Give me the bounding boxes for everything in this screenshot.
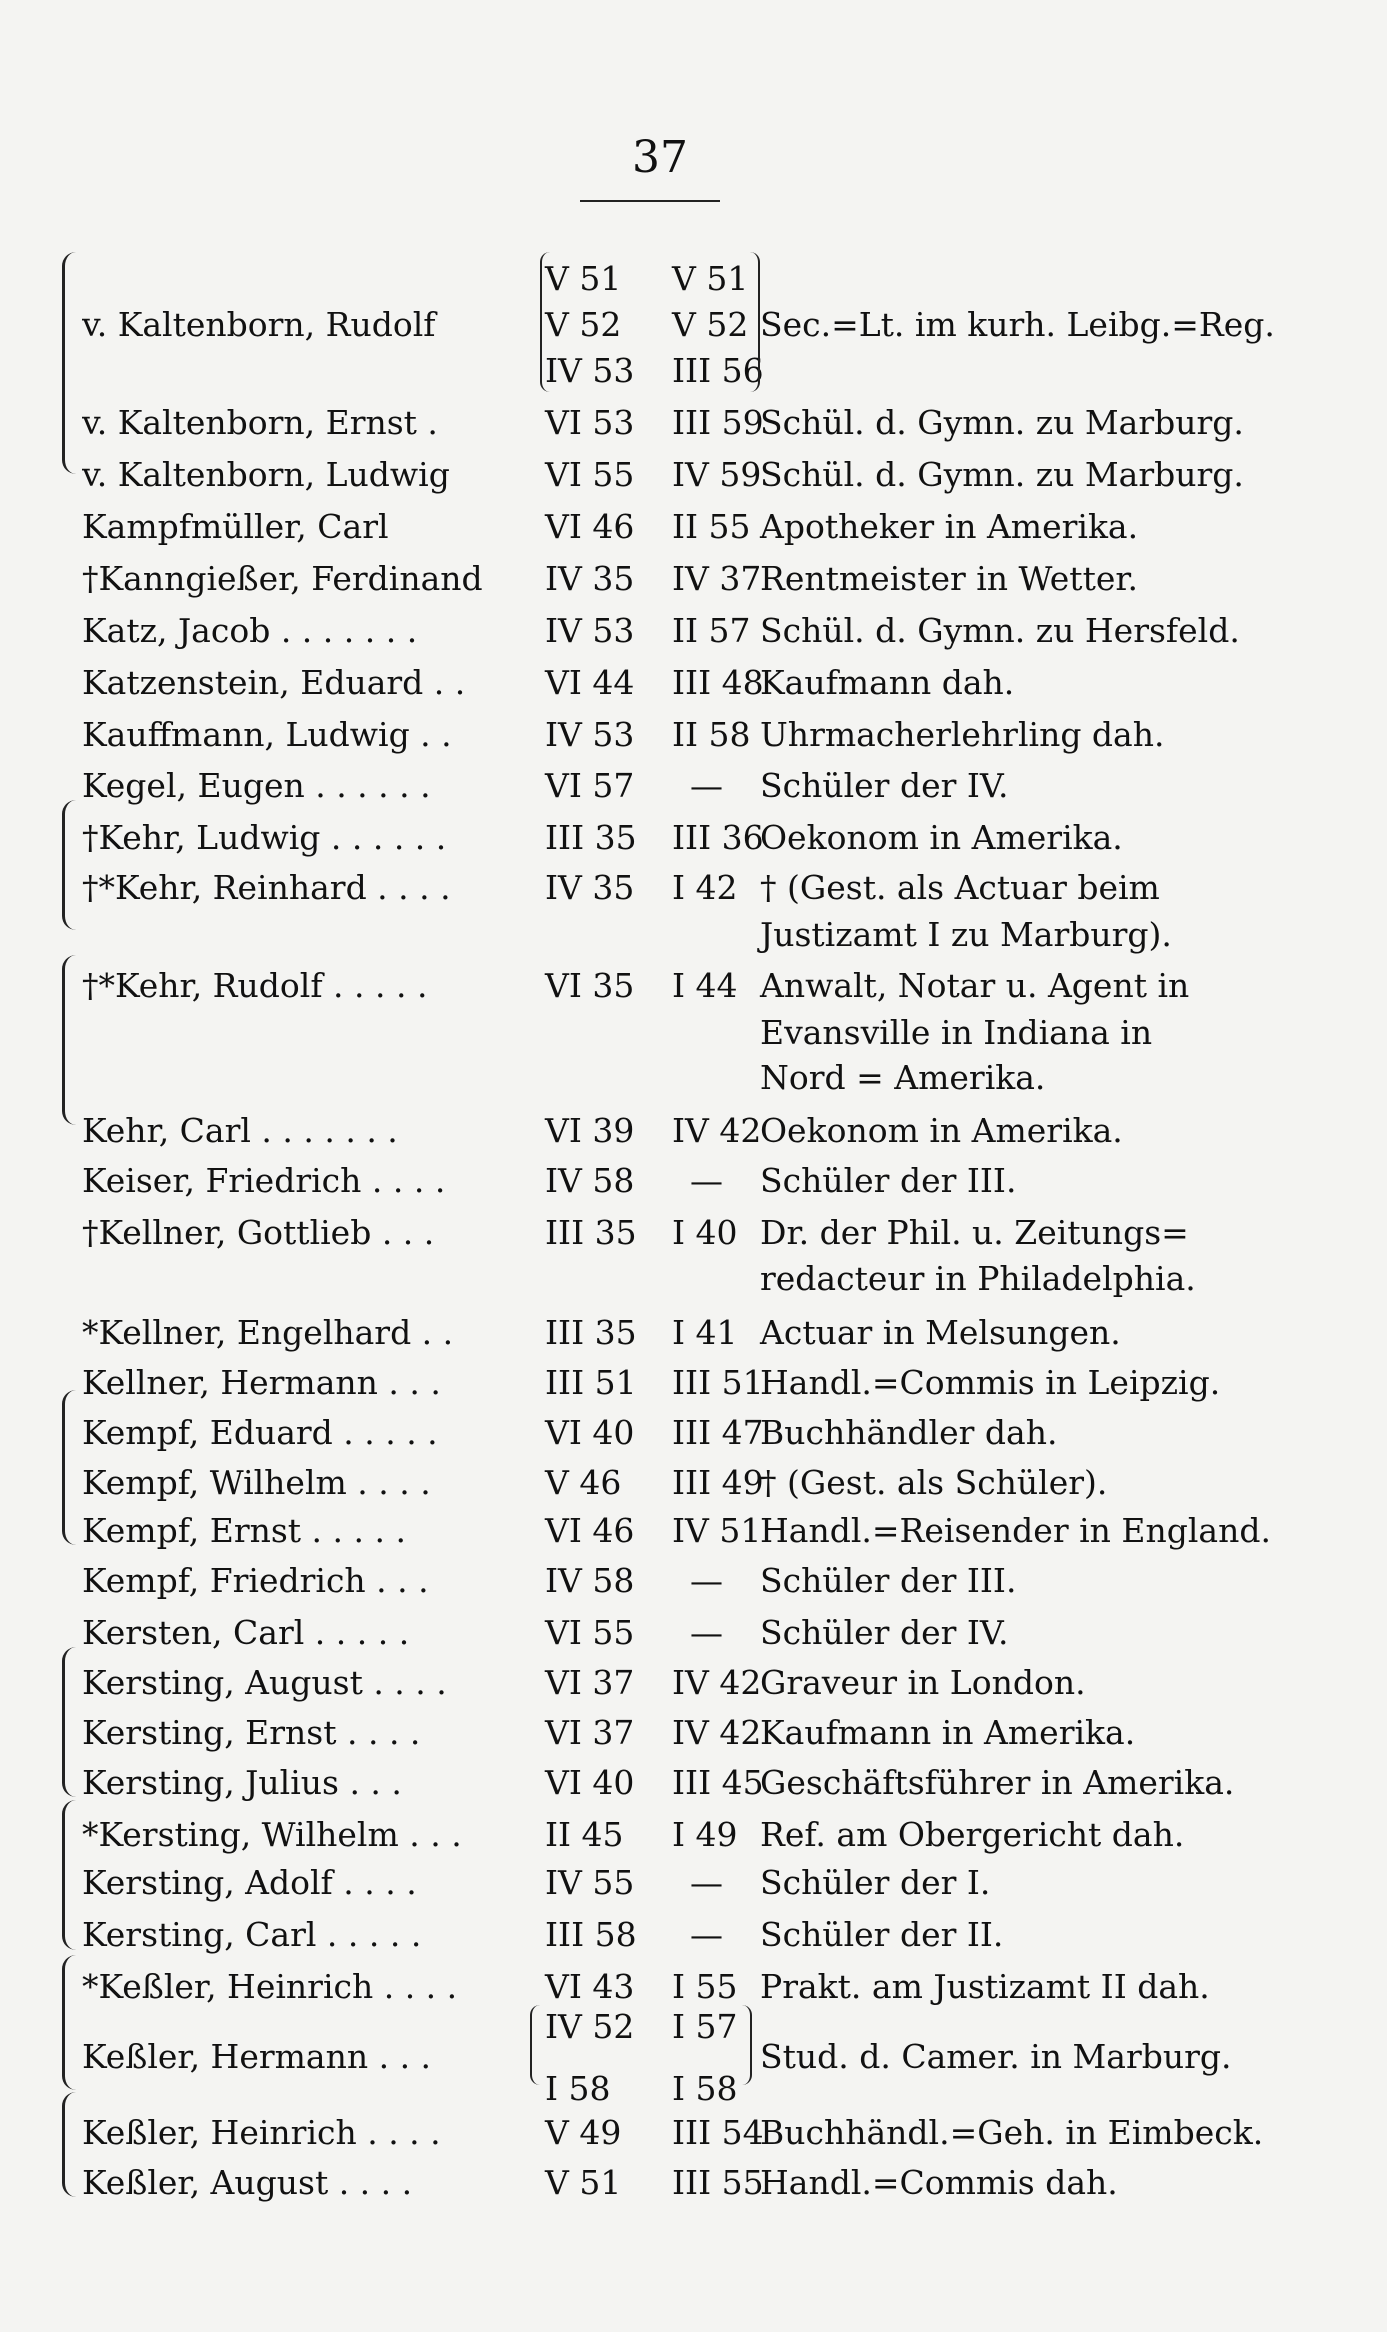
entry-grade: IV 35 [545, 868, 635, 907]
student-name: Katz, Jacob . . . . . . . [82, 611, 418, 650]
status-note: Kaufmann in Amerika. [760, 1713, 1136, 1752]
student-name: *Keßler, Heinrich . . . . [82, 1967, 458, 2006]
exit-grade: IV 42 [672, 1713, 762, 1752]
register-row [0, 1508, 1387, 1554]
register-row [0, 1256, 1387, 1302]
family-bracket [62, 800, 79, 930]
status-note: Geschäftsführer in Amerika. [760, 1763, 1235, 1802]
status-note: Anwalt, Notar u. Agent in [760, 966, 1190, 1005]
status-note: Buchhändl.=Geh. in Eimbeck. [760, 2113, 1264, 2152]
exit-grade: — [690, 1561, 723, 1600]
student-name: †*Kehr, Reinhard . . . . [82, 868, 451, 907]
entry-grade: IV 58 [545, 1161, 635, 1200]
register-row [0, 1760, 1387, 1806]
status-note: Rentmeister in Wetter. [760, 559, 1139, 598]
register-row [0, 865, 1387, 911]
register-row [0, 2066, 1387, 2112]
exit-grade: — [690, 766, 723, 805]
entry-grade: VI 37 [545, 1713, 635, 1752]
entry-grade: III 35 [545, 1213, 637, 1252]
exit-grade: — [690, 1863, 723, 1902]
status-note: Prakt. am Justizamt II dah. [760, 1967, 1210, 2006]
student-name: Keiser, Friedrich . . . . [82, 1161, 446, 1200]
status-note: Schül. d. Gymn. zu Marburg. [760, 403, 1244, 442]
register-row [0, 1460, 1387, 1506]
register-row [0, 815, 1387, 861]
status-note: Schüler der I. [760, 1863, 991, 1902]
register-row [0, 1558, 1387, 1604]
exit-grade: I 58 [672, 2069, 738, 2108]
register-row [0, 556, 1387, 602]
exit-grade: I 41 [672, 1313, 738, 1352]
student-name: Kempf, Ernst . . . . . [82, 1511, 406, 1550]
status-note: Handl.=Reisender in England. [760, 1511, 1271, 1550]
status-note: Dr. der Phil. u. Zeitungs= [760, 1213, 1189, 1252]
entry-grade: VI 35 [545, 966, 635, 1005]
status-note: Kaufmann dah. [760, 663, 1015, 702]
entry-grade: IV 53 [545, 611, 635, 650]
register-row [0, 1610, 1387, 1656]
student-name: †Kanngießer, Ferdinand [82, 559, 483, 598]
status-note: † (Gest. als Schüler). [760, 1463, 1108, 1502]
register-row [0, 400, 1387, 446]
student-name: Kersting, August . . . . [82, 1663, 447, 1702]
exit-grade: I 40 [672, 1213, 738, 1252]
entry-grade: VI 40 [545, 1413, 635, 1452]
exit-grade: I 42 [672, 868, 738, 907]
student-name: Keßler, Heinrich . . . . [82, 2113, 441, 2152]
student-name: Kersting, Adolf . . . . [82, 1863, 417, 1902]
exit-grade: III 36 [672, 818, 764, 857]
student-name: v. Kaltenborn, Ludwig [82, 455, 450, 494]
entry-grade: VI 46 [545, 507, 635, 546]
status-note: Handl.=Commis in Leipzig. [760, 1363, 1221, 1402]
student-name: v. Kaltenborn, Ernst . [82, 403, 438, 442]
exit-grade: IV 37 [672, 559, 762, 598]
exit-grade: I 44 [672, 966, 738, 1005]
register-row [0, 1310, 1387, 1356]
entry-grade: IV 58 [545, 1561, 635, 1600]
status-note: Ref. am Obergericht dah. [760, 1815, 1185, 1854]
exit-grade: III 45 [672, 1763, 764, 1802]
student-name: Kegel, Eugen . . . . . . [82, 766, 431, 805]
grade-bracket [530, 2005, 542, 2085]
status-note: Schüler der II. [760, 1915, 1004, 1954]
entry-grade: IV 53 [545, 715, 635, 754]
register-row [0, 912, 1387, 958]
status-note: Oekonom in Amerika. [760, 1111, 1123, 1150]
student-name: †Kehr, Ludwig . . . . . . [82, 818, 447, 857]
entry-grade: V 49 [545, 2113, 622, 2152]
register-row [0, 2110, 1387, 2156]
register-row [0, 1158, 1387, 1204]
student-name: Kersten, Carl . . . . . [82, 1613, 410, 1652]
status-note: Schüler der IV. [760, 1613, 1009, 1652]
register-row [0, 452, 1387, 498]
register-row [0, 1860, 1387, 1906]
register-row [0, 504, 1387, 550]
status-note: Schüler der III. [760, 1561, 1017, 1600]
entry-grade: VI 43 [545, 1967, 635, 2006]
family-bracket [62, 1390, 79, 1545]
register-row [0, 963, 1387, 1009]
exit-grade: — [690, 1915, 723, 1954]
register-row [0, 1812, 1387, 1858]
exit-grade: III 48 [672, 663, 764, 702]
status-note: Graveur in London. [760, 1663, 1086, 1702]
entry-grade: VI 46 [545, 1511, 635, 1550]
student-name: Kempf, Eduard . . . . . [82, 1413, 438, 1452]
student-name: Katzenstein, Eduard . . [82, 663, 466, 702]
entry-grade: V 52 [545, 305, 622, 344]
status-note: Apotheker in Amerika. [760, 507, 1139, 546]
status-note: Sec.=Lt. im kurh. Leibg.=Reg. [760, 305, 1275, 344]
grade-bracket [740, 2005, 752, 2085]
student-name: †Kellner, Gottlieb . . . [82, 1213, 435, 1252]
student-name: Kempf, Friedrich . . . [82, 1561, 429, 1600]
register-row [0, 1660, 1387, 1706]
entry-grade: III 58 [545, 1915, 637, 1954]
exit-grade: III 47 [672, 1413, 764, 1452]
register-row [0, 763, 1387, 809]
family-bracket [62, 1647, 79, 1797]
entry-grade: III 51 [545, 1363, 637, 1402]
status-note: Actuar in Melsungen. [760, 1313, 1121, 1352]
family-bracket [62, 252, 79, 474]
register-row [0, 1410, 1387, 1456]
register-row [0, 1912, 1387, 1958]
entry-grade: IV 53 [545, 351, 635, 390]
student-name: Keßler, August . . . . [82, 2163, 413, 2202]
register-row [0, 2160, 1387, 2206]
student-name: Kersting, Carl . . . . . [82, 1915, 422, 1954]
exit-grade: V 51 [672, 259, 749, 298]
status-note: redacteur in Philadelphia. [760, 1259, 1196, 1298]
exit-grade: III 59 [672, 403, 764, 442]
register-row [0, 608, 1387, 654]
entry-grade: IV 55 [545, 1863, 635, 1902]
grade-bracket [540, 252, 552, 392]
exit-grade: — [690, 1613, 723, 1652]
family-bracket [62, 955, 79, 1125]
exit-grade: III 49 [672, 1463, 764, 1502]
exit-grade: I 49 [672, 1815, 738, 1854]
entry-grade: VI 55 [545, 1613, 635, 1652]
register-row [0, 302, 1387, 348]
student-name: Keßler, Hermann . . . [82, 2037, 432, 2076]
status-note: Uhrmacherlehrling dah. [760, 715, 1165, 754]
register-row [0, 1010, 1387, 1056]
register-row [0, 1055, 1387, 1101]
entry-grade: V 51 [545, 2163, 622, 2202]
student-name: Kempf, Wilhelm . . . . [82, 1463, 431, 1502]
student-name: *Kersting, Wilhelm . . . [82, 1815, 462, 1854]
register-row [0, 1210, 1387, 1256]
register-row [0, 1710, 1387, 1756]
register-row [0, 660, 1387, 706]
exit-grade: III 54 [672, 2113, 764, 2152]
status-note: Oekonom in Amerika. [760, 818, 1123, 857]
status-note: Schüler der III. [760, 1161, 1017, 1200]
register-row [0, 1108, 1387, 1154]
status-note: Schüler der IV. [760, 766, 1009, 805]
exit-grade: III 56 [672, 351, 764, 390]
register-row [0, 348, 1387, 394]
status-note: Schül. d. Gymn. zu Hersfeld. [760, 611, 1240, 650]
entry-grade: VI 40 [545, 1763, 635, 1802]
register-row [0, 712, 1387, 758]
student-name: †*Kehr, Rudolf . . . . . [82, 966, 428, 1005]
exit-grade: IV 51 [672, 1511, 762, 1550]
entry-grade: I 58 [545, 2069, 611, 2108]
family-bracket [62, 2092, 79, 2197]
exit-grade: V 52 [672, 305, 749, 344]
register-row [0, 1360, 1387, 1406]
entry-grade: VI 57 [545, 766, 635, 805]
entry-grade: III 35 [545, 1313, 637, 1352]
grade-bracket [748, 252, 760, 392]
status-note: Handl.=Commis dah. [760, 2163, 1118, 2202]
status-note: Schül. d. Gymn. zu Marburg. [760, 455, 1244, 494]
exit-grade: IV 59 [672, 455, 762, 494]
entry-grade: V 51 [545, 259, 622, 298]
student-name: *Kellner, Engelhard . . [82, 1313, 454, 1352]
student-name: Kellner, Hermann . . . [82, 1363, 441, 1402]
exit-grade: II 57 [672, 611, 751, 650]
student-name: Kersting, Ernst . . . . [82, 1713, 421, 1752]
status-note: Buchhändler dah. [760, 1413, 1058, 1452]
entry-grade: VI 53 [545, 403, 635, 442]
family-bracket [62, 1955, 79, 2090]
page-number: 37 [632, 132, 688, 183]
exit-grade: II 58 [672, 715, 751, 754]
exit-grade: III 51 [672, 1363, 764, 1402]
status-note: † (Gest. als Actuar beim [760, 868, 1160, 907]
student-name: Kauffmann, Ludwig . . [82, 715, 452, 754]
entry-grade: IV 52 [545, 2007, 635, 2046]
exit-grade: I 57 [672, 2007, 738, 2046]
entry-grade: IV 35 [545, 559, 635, 598]
status-note: Stud. d. Camer. in Marburg. [760, 2037, 1232, 2076]
status-note: Justizamt I zu Marburg). [760, 915, 1172, 954]
entry-grade: V 46 [545, 1463, 622, 1502]
entry-grade: VI 55 [545, 455, 635, 494]
status-note: Nord = Amerika. [760, 1058, 1046, 1097]
entry-grade: II 45 [545, 1815, 624, 1854]
entry-grade: VI 39 [545, 1111, 635, 1150]
exit-grade: II 55 [672, 507, 751, 546]
student-name: Kersting, Julius . . . [82, 1763, 402, 1802]
exit-grade: III 55 [672, 2163, 764, 2202]
student-name: Kehr, Carl . . . . . . . [82, 1111, 398, 1150]
exit-grade: IV 42 [672, 1111, 762, 1150]
entry-grade: VI 44 [545, 663, 635, 702]
exit-grade: IV 42 [672, 1663, 762, 1702]
family-bracket [62, 1800, 79, 1950]
entry-grade: III 35 [545, 818, 637, 857]
exit-grade: I 55 [672, 1967, 738, 2006]
status-note: Evansville in Indiana in [760, 1013, 1153, 1052]
register-row [0, 256, 1387, 302]
student-name: v. Kaltenborn, Rudolf [82, 305, 436, 344]
entry-grade: VI 37 [545, 1663, 635, 1702]
exit-grade: — [690, 1161, 723, 1200]
student-name: Kampfmüller, Carl [82, 507, 389, 546]
